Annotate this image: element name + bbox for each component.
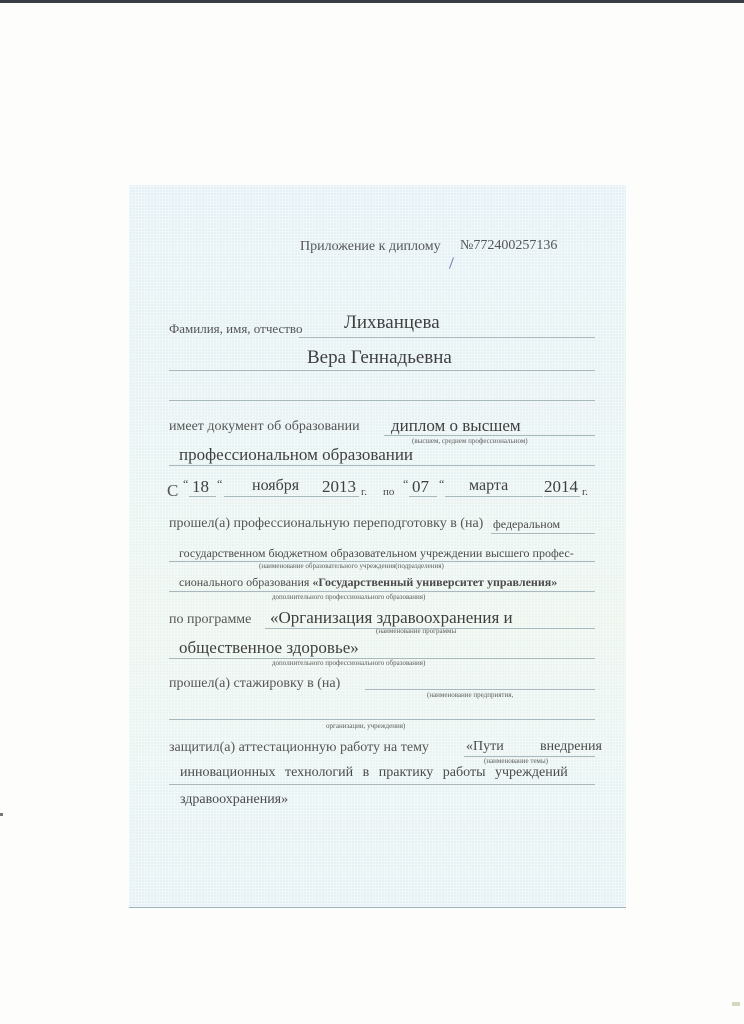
- from-month: ноября: [252, 477, 300, 494]
- thesis-value-part1: «Пути: [466, 739, 504, 754]
- underline: [169, 370, 595, 371]
- underline: [169, 784, 595, 785]
- internship-label: прошел(а) стажировку в (на): [169, 676, 341, 691]
- underline: [169, 400, 595, 401]
- period-from-prefix: С: [167, 481, 179, 500]
- quote-mark: “: [183, 477, 189, 491]
- program-hint: (наименование программы: [376, 627, 457, 635]
- underline: [409, 496, 437, 497]
- retraining-hint2: дополнительного профессионального образования): [272, 593, 426, 601]
- thesis-hint: (наименование темы): [484, 757, 549, 765]
- thesis-value-line3: здравоохранения»: [180, 792, 289, 807]
- thesis-value-part2: внедрения: [540, 739, 602, 754]
- document-title: Приложение к диплому: [300, 239, 441, 254]
- underline: [169, 591, 595, 592]
- quote-mark: “: [439, 477, 445, 491]
- retraining-value-line2: государственном бюджетном образовательном учреждении высшего профес-: [179, 546, 574, 560]
- education-value-line1: диплом о высшем: [391, 416, 521, 435]
- diploma-number: №772400257136: [460, 238, 558, 253]
- quote-mark: “: [403, 477, 409, 491]
- thesis-label: защитил(а) аттестационную работу на тему: [169, 740, 429, 755]
- from-day: 18: [192, 477, 209, 496]
- underline: [299, 337, 595, 338]
- to-day: 07: [412, 477, 429, 496]
- program-label: по программе: [169, 612, 252, 627]
- to-month: марта: [469, 477, 509, 494]
- scan-top-edge: [0, 0, 744, 3]
- education-value-line2: профессиональном образовании: [179, 445, 414, 464]
- scan-artifact: [0, 813, 3, 816]
- underline: [544, 496, 580, 497]
- thesis-value-line2: инновационных технологий в практику работы учреждений: [180, 765, 568, 780]
- underline: [189, 496, 216, 497]
- surname-value: Лихванцева: [344, 312, 440, 333]
- pen-mark: [449, 257, 454, 269]
- program-value-line2: общественное здоровье»: [179, 638, 359, 657]
- year-suffix: г.: [582, 486, 589, 498]
- retraining-value-line3: [179, 576, 557, 588]
- university-name: «Государственный университет управления»: [312, 575, 558, 589]
- scan-artifact: [732, 1002, 740, 1006]
- to-year: 2014: [544, 477, 578, 496]
- name-label: Фамилия, имя, отчество: [169, 321, 303, 336]
- underline: [169, 719, 595, 720]
- education-hint: (высшем, среднем профессиональном): [412, 437, 528, 445]
- diploma-supplement-sheet: [129, 185, 626, 908]
- program-hint2: дополнительного профессионального образования): [272, 659, 426, 667]
- period-to-label: по: [383, 486, 395, 498]
- retraining-hint: (наименование образовательного учреждения(подразделения): [259, 562, 444, 570]
- retraining-value-line1: федеральном: [493, 517, 561, 531]
- given-names-value: Вера Геннадьевна: [307, 347, 452, 368]
- underline: [491, 533, 595, 534]
- retraining-label: прошел(а) профессиональную переподготовку в (на): [169, 516, 484, 531]
- underline: [169, 465, 595, 466]
- underline: [224, 496, 322, 497]
- underline: [445, 496, 543, 497]
- from-year: 2013: [322, 477, 356, 496]
- underline: [322, 496, 359, 497]
- internship-hint2: организации, учреждения): [326, 722, 406, 730]
- underline: [365, 689, 595, 690]
- year-suffix: г.: [361, 486, 368, 498]
- quote-mark: “: [217, 477, 223, 491]
- retraining-line3-prefix: сионального образования: [179, 575, 313, 589]
- education-label: имеет документ об образовании: [169, 419, 360, 434]
- underline: [384, 435, 595, 436]
- internship-hint: (наименование предприятия,: [427, 691, 514, 699]
- program-value-line1: «Организация здравоохранения и: [270, 608, 513, 627]
